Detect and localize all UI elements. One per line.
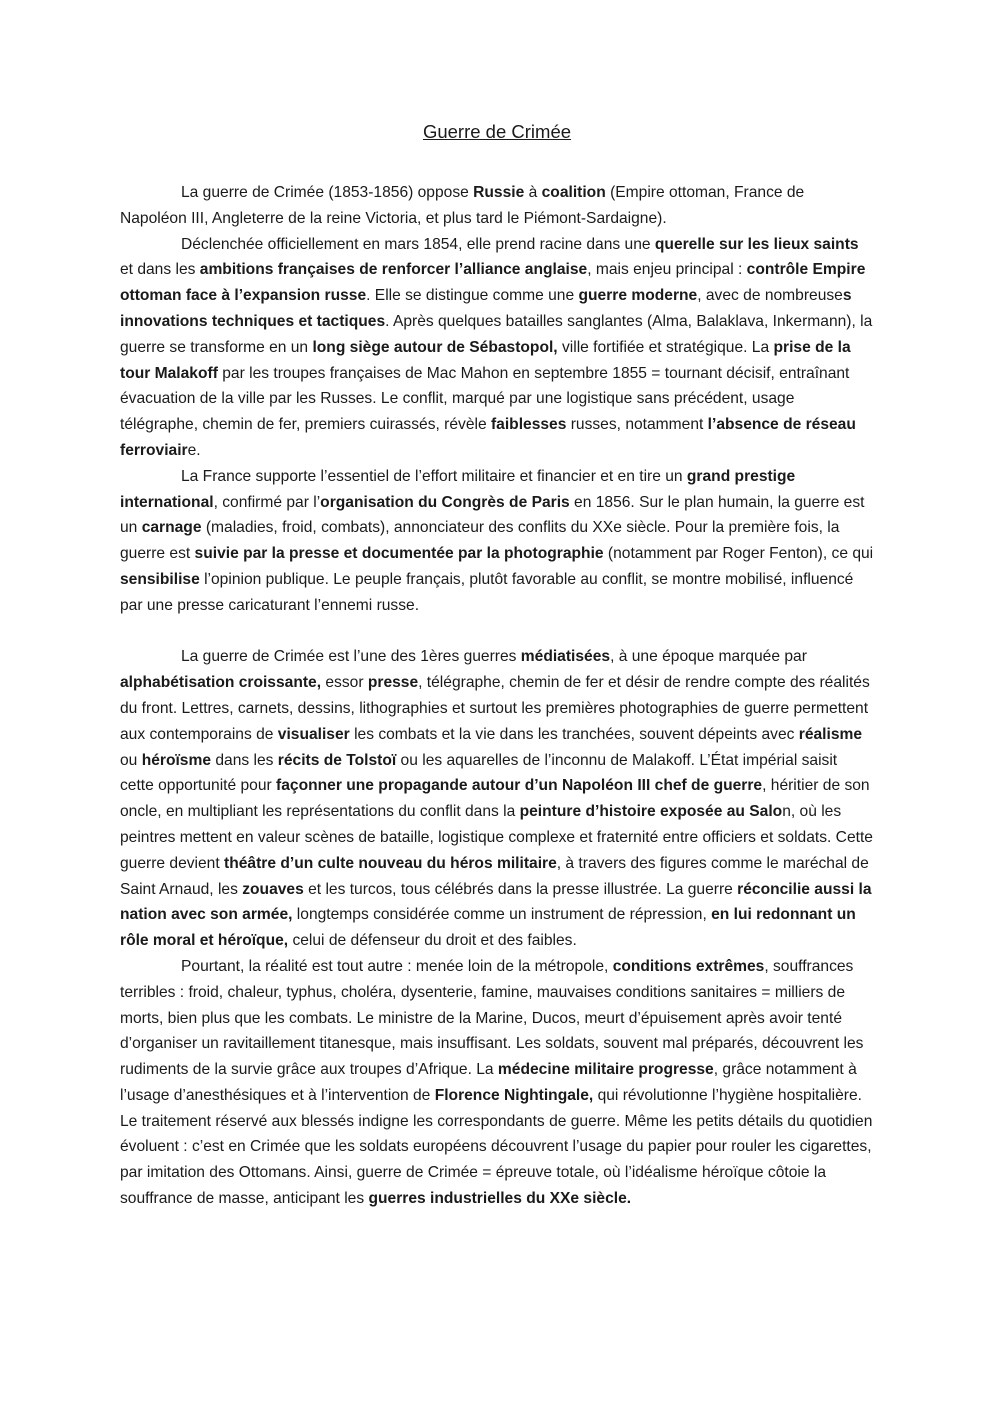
text-run: les combats et la vie dans les tranchées, souvent dépeints avec xyxy=(349,725,799,743)
text-run: La France supporte l’essentiel de l’effort militaire et financier et en tire un xyxy=(181,467,687,485)
document-body xyxy=(120,180,874,1212)
text-run: La guerre de Crimée est l’une des 1ères guerres xyxy=(181,648,521,666)
text-run: essor xyxy=(321,674,368,692)
text-run: , avec de nombreuse xyxy=(697,287,843,305)
text-run: russes, notamment xyxy=(566,416,708,434)
text-run: , confirmé par l’ xyxy=(213,493,321,511)
text-run: Pourtant, la réalité est tout autre : menée loin de la métropole, xyxy=(181,957,613,975)
bold-text: récits de Tolstoï xyxy=(277,751,397,769)
bold-text: guerre moderne xyxy=(578,287,698,305)
text-run: , à travers des figures comme le maréchal de Saint Arnaud, les xyxy=(120,854,869,898)
text-run: (maladies, froid, combats), annonciateur des conflits du XXe siècle. Pour la première fois, la guerre est xyxy=(120,519,840,563)
text-run: en 1856. Sur le plan humain, la guerre est un xyxy=(120,493,865,537)
bold-text: l’absence de réseau ferroviair xyxy=(120,416,856,459)
bold-text: zouaves xyxy=(242,880,304,898)
text-run: (Empire ottoman, France de Napoléon III, Angleterre de la reine Victoria, et plus tard le Piémont-Sardaigne). xyxy=(120,184,805,227)
bold-text: contrôle Empire ottoman face à l’expansion russe xyxy=(120,261,866,305)
text-run: et les turcos, tous célébrés dans la presse illustrée. La guerre xyxy=(303,880,738,898)
bold-text: grand prestige international xyxy=(120,467,796,511)
text-run: , héritier de son oncle, en multipliant les représentations du conflit dans la xyxy=(120,777,870,821)
bold-text: organisation du Congrès de Paris xyxy=(320,493,570,511)
text-run: , mais enjeu principal : xyxy=(587,261,747,279)
bold-text: en lui redonnant un rôle moral et héroïque, xyxy=(120,906,856,950)
text-run: dans les xyxy=(211,751,278,769)
text-run: (notamment par Roger Fenton), ce qui xyxy=(603,545,874,563)
bold-text: façonner une propagande autour d’un Napoléon III chef de guerre xyxy=(276,777,763,795)
bold-text: carnage xyxy=(141,519,202,537)
text-run: , télégraphe, chemin de fer et désir de rendre compte des réalités du front. Lettres, carnets, dessins, lithographies et surtout les premières photographies de guerre permettent aux contemporains de xyxy=(120,674,870,743)
paragraph xyxy=(120,464,874,619)
document-page xyxy=(120,118,874,1212)
text-run: qui révolutionne l’hygiène hospitalière. Le traitement réservé aux blessés indigne les correspondants de guerre. Même les petits détails du quotidien évoluent : c’est en Crimée que les soldats européens découvrent l’usage du papier pour rouler les cigarettes, par imitation des Ottomans. Ainsi, guerre de Crimée = épreuve totale, où l’idéalisme héroïque côtoie la souffrance de masse, anticipant les xyxy=(120,1086,873,1208)
text-run: , à une époque marquée par xyxy=(610,648,807,666)
bold-text: conditions extrêmes xyxy=(612,957,765,975)
bold-text: réalisme xyxy=(798,725,863,743)
text-run: longtemps considérée comme un instrument de répression, xyxy=(292,906,712,924)
bold-text: alphabétisation croissante, xyxy=(120,674,322,692)
bold-text: théâtre d’un culte nouveau du héros militaire xyxy=(224,854,557,872)
text-run: n, où les peintres mettent en valeur scènes de bataille, logistique complexe et fraternité entre officiers et soldats. Cette guerre devient xyxy=(120,803,873,872)
bold-text: médiatisées xyxy=(520,648,611,666)
bold-text: visualiser xyxy=(277,725,350,743)
bold-text: querelle sur les lieux saints xyxy=(654,235,859,253)
bold-text: s innovations techniques et tactiques xyxy=(120,287,852,330)
paragraph xyxy=(120,180,874,232)
text-run: et dans les xyxy=(120,261,200,279)
text-run: par les troupes françaises de Mac Mahon en septembre 1855 = tournant décisif, entraînant évacuation de la ville par les Russes. Le conflit, marqué par une logistique sans précédent, usage télégraphe, chemin de fer, premiers cuirassés, révèle xyxy=(120,364,850,434)
bold-text: prise de la tour Malakoff xyxy=(120,338,851,382)
text-run: . Après quelques batailles sanglantes (Alma, Balaklava, Inkermann), la guerre se transforme en un xyxy=(120,312,873,356)
bold-text: coalition xyxy=(541,184,606,201)
paragraph xyxy=(120,954,874,1212)
text-run: , souffrances terribles : froid, chaleur, typhus, choléra, dysenterie, famine, mauvaises conditions sanitaires = milliers de morts, bien plus que les combats. Le ministre de la Marine, Ducos, meurt d’épuisement après avoir tenté d’organiser un ravitaillement titanesque, mais insuffisant. Les soldats, souvent mal préparés, découvrent les rudiments de la survie grâce aux troupes d’Afrique. La xyxy=(120,957,864,1079)
bold-text: peinture d’histoire exposée au Salo xyxy=(519,803,783,821)
bold-text: ambitions françaises de renforcer l’alliance anglaise xyxy=(199,261,588,279)
text-run: ville fortifiée et stratégique. La xyxy=(557,338,774,356)
paragraph xyxy=(120,644,874,954)
text-run: celui de défenseur du droit et des faibles. xyxy=(288,932,577,950)
text-run: à xyxy=(524,184,542,201)
bold-text: réconcilie aussi la nation avec son armée, xyxy=(120,880,872,924)
bold-text: héroïsme xyxy=(141,751,212,769)
text-run: . Elle se distingue comme une xyxy=(366,287,579,305)
text-run: ou les aquarelles de l’inconnu de Malakoff. L’État impérial saisit cette opportunité pour xyxy=(120,751,838,795)
document-title: Guerre de Crimée xyxy=(422,121,572,142)
bold-text: Russie xyxy=(473,184,525,201)
bold-text: suivie par la presse et documentée par la photographie xyxy=(194,545,604,563)
bold-text: long siège autour de Sébastopol, xyxy=(312,338,558,356)
bold-text: médecine militaire progresse xyxy=(497,1061,714,1079)
paragraph xyxy=(120,232,874,464)
text-run: , grâce notamment à l’usage d’anesthésiques et à l’intervention de xyxy=(120,1061,857,1104)
text-run: Déclenchée officiellement en mars 1854, elle prend racine dans une xyxy=(181,235,655,253)
text-run: e. xyxy=(187,441,201,459)
bold-text: presse xyxy=(367,674,419,692)
bold-text: sensibilise xyxy=(120,570,200,588)
bold-text: faiblesses xyxy=(490,416,567,434)
bold-text: Florence Nightingale, xyxy=(434,1086,594,1104)
text-run: ou xyxy=(120,751,142,769)
bold-text: guerres industrielles du XXe siècle. xyxy=(368,1190,632,1208)
text-run: La guerre de Crimée (1853-1856) oppose xyxy=(181,184,474,201)
text-run: l’opinion publique. Le peuple français, plutôt favorable au conflit, se montre mobilisé, influencé par une presse caricaturant l’ennemi russe. xyxy=(120,570,854,614)
